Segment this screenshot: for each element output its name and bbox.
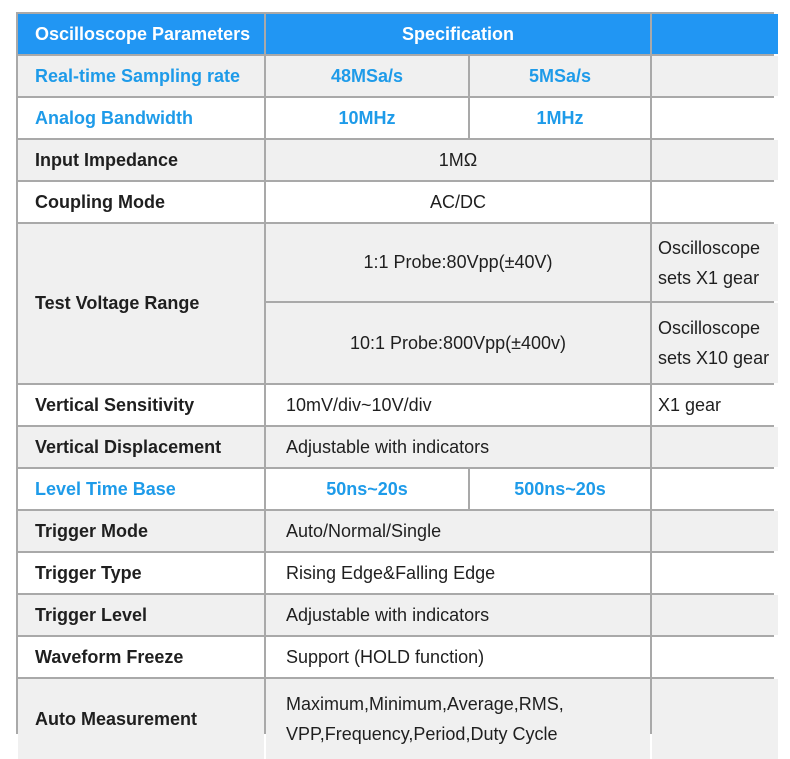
header-param-label: Oscilloscope Parameters — [18, 14, 264, 54]
voltage-note-1x-line1: Oscilloscope — [658, 237, 761, 258]
auto-measurement-note-cell — [652, 679, 778, 759]
timebase-note-cell — [652, 469, 778, 509]
trigger-mode-note-cell — [652, 511, 778, 551]
row-label-impedance: Input Impedance — [18, 140, 264, 180]
freeze-value: Support (HOLD function) — [266, 637, 650, 677]
voltage-probe-10x: 10:1 Probe:800Vpp(±400v) — [266, 303, 650, 383]
voltage-note-1x — [652, 224, 778, 301]
trigger-mode-value: Auto/Normal/Single — [266, 511, 650, 551]
sensitivity-note: X1 gear — [652, 385, 778, 425]
bandwidth-note-cell — [652, 98, 778, 138]
row-label-displacement: Vertical Displacement — [18, 427, 264, 467]
header-empty-cell — [652, 14, 778, 54]
row-label-voltage: Test Voltage Range — [18, 224, 264, 383]
spec-table — [16, 12, 774, 744]
freeze-note-cell — [652, 637, 778, 677]
coupling-note-cell — [652, 182, 778, 222]
row-label-trigger-mode: Trigger Mode — [18, 511, 264, 551]
coupling-value: AC/DC — [266, 182, 650, 222]
voltage-probe-1x: 1:1 Probe:80Vpp(±40V) — [266, 224, 650, 301]
voltage-note-10x-line1: Oscilloscope — [658, 318, 761, 338]
impedance-note-cell — [652, 140, 778, 180]
row-label-trigger-type: Trigger Type — [18, 553, 264, 593]
auto-measurement-line2: VPP,Frequency,Period,Duty Cycle — [286, 724, 558, 744]
row-label-coupling: Coupling Mode — [18, 182, 264, 222]
voltage-note-10x — [652, 303, 778, 383]
row-label-sensitivity: Vertical Sensitivity — [18, 385, 264, 425]
voltage-note-10x-line2: sets X10 gear — [658, 348, 770, 368]
displacement-value: Adjustable with indicators — [266, 427, 650, 467]
bandwidth-value-1: 10MHz — [266, 98, 468, 138]
header-spec-label: Specification — [266, 14, 650, 54]
row-label-freeze: Waveform Freeze — [18, 637, 264, 677]
sampling-value-2: 5MSa/s — [470, 56, 650, 96]
sampling-value-1: 48MSa/s — [266, 56, 468, 96]
row-label-sampling: Real-time Sampling rate — [18, 56, 264, 96]
row-label-bandwidth: Analog Bandwidth — [18, 98, 264, 138]
row-label-auto-measurement: Auto Measurement — [18, 679, 264, 759]
trigger-level-note-cell — [652, 595, 778, 635]
row-label-timebase: Level Time Base — [18, 469, 264, 509]
voltage-note-1x-line2: sets X1 gear — [658, 267, 760, 288]
timebase-value-1: 50ns~20s — [266, 469, 468, 509]
auto-measurement-value — [266, 679, 650, 759]
impedance-value: 1MΩ — [266, 140, 650, 180]
trigger-type-value: Rising Edge&Falling Edge — [266, 553, 650, 593]
trigger-level-value: Adjustable with indicators — [266, 595, 650, 635]
auto-measurement-line1: Maximum,Minimum,Average,RMS, — [286, 694, 564, 714]
displacement-note-cell — [652, 427, 778, 467]
row-label-trigger-level: Trigger Level — [18, 595, 264, 635]
bandwidth-value-2: 1MHz — [470, 98, 650, 138]
timebase-value-2: 500ns~20s — [470, 469, 650, 509]
sensitivity-value: 10mV/div~10V/div — [266, 385, 650, 425]
sampling-note-cell — [652, 56, 778, 96]
trigger-type-note-cell — [652, 553, 778, 593]
